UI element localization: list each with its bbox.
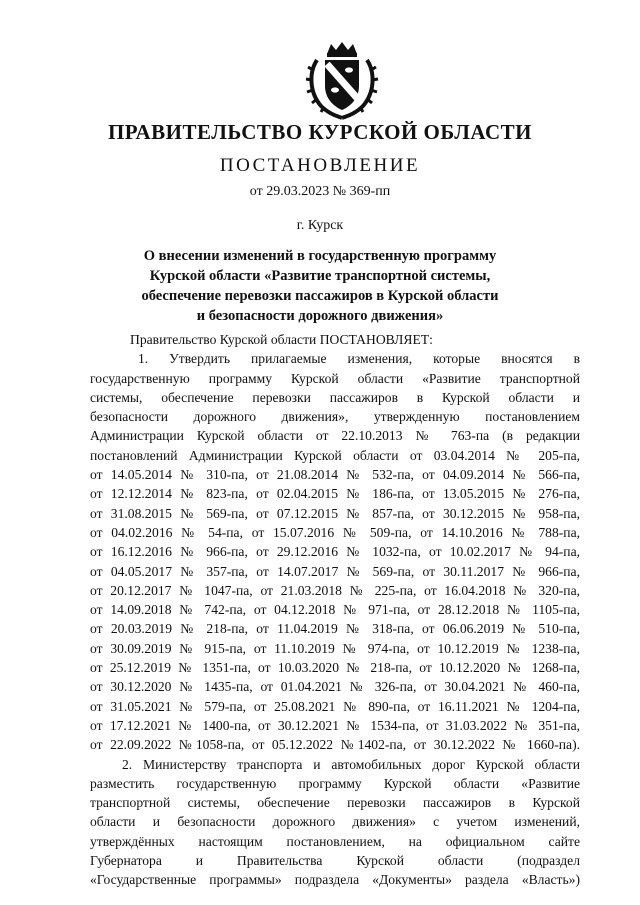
body-line: транспортной системы, обеспечение перевозки пассажиров в Курской	[90, 795, 580, 811]
body-line: системы, обеспечение перевозки пассажиров в Курской области и	[90, 389, 580, 405]
body-line: от 31.08.2015 № 569-па, от 07.12.2015 № 857-па, от 30.12.2015 № 958-па,	[90, 505, 580, 521]
body-line: Правительство Курской области ПОСТАНОВЛЯЕТ:	[130, 332, 433, 347]
document-body	[90, 330, 580, 890]
heading-line: и безопасности дорожного движения»	[196, 308, 444, 324]
body-line: от 04.05.2017 № 357-па, от 14.07.2017 № 569-па, от 30.11.2017 № 966-па,	[90, 563, 580, 579]
body-line: от 14.05.2014 № 310-па, от 21.08.2014 № 532-па, от 04.09.2014 № 566-па,	[90, 467, 580, 483]
body-line: от 04.02.2016 № 54-па, от 15.07.2016 № 509-па, от 14.10.2016 № 788-па,	[90, 524, 580, 540]
body-line: Губернатора и Правительства Курской области (подраздел	[90, 853, 580, 869]
body-line: 1. Утвердить прилагаемые изменения, которые вносятся в	[138, 351, 580, 367]
body-line: постановлений Администрации Курской области от 03.04.2014 № 205-па,	[90, 447, 580, 463]
body-line: 2. Министерству транспорта и автомобильных дорог Курской области	[122, 756, 580, 772]
body-line: области и безопасности дорожного движения» с учетом изменений,	[90, 814, 580, 830]
body-line: от 22.09.2022 №1058-па, от 05.12.2022 №1402-па, от 30.12.2022 № 1660-па).	[90, 737, 580, 753]
body-line: разместить государственную программу Курской области «Развитие	[90, 775, 580, 791]
document-type: ПОСТАНОВЛЕНИЕ	[219, 155, 421, 176]
document-date-number: от 29.03.2023 № 369-пп	[249, 184, 391, 199]
body-line: «Государственные программы» подраздела «Документы» раздела «Власть»)	[90, 872, 580, 888]
body-line: от 12.12.2014 № 823-па, от 02.04.2015 № 186-па, от 13.05.2015 № 276-па,	[90, 486, 580, 502]
body-line: от 17.12.2021 № 1400-па, от 30.12.2021 № 1534-па, от 31.03.2022 № 351-па,	[90, 717, 580, 733]
document-heading	[60, 246, 580, 326]
body-line: от 30.12.2020 № 1435-па, от 01.04.2021 № 326-па, от 30.04.2021 № 460-па,	[90, 679, 580, 695]
government-title: ПРАВИТЕЛЬСТВО КУРСКОЙ ОБЛАСТИ	[107, 120, 533, 144]
document-city: г. Курск	[296, 218, 344, 233]
heading-line: О внесении изменений в государственную программу	[143, 248, 497, 264]
body-line: от 31.05.2021 № 579-па, от 25.08.2021 № 890-па, от 16.11.2021 № 1204-па,	[90, 698, 580, 714]
body-line: от 20.03.2019 № 218-па, от 11.04.2019 № 318-па, от 06.06.2019 № 510-па,	[90, 621, 580, 637]
heading-line: обеспечение перевозки пассажиров в Курской области	[141, 288, 499, 304]
body-line: от 30.09.2019 № 915-па, от 11.10.2019 № 974-па, от 10.12.2019 № 1238-па,	[90, 640, 580, 656]
body-line: государственную программу Курской области «Развитие транспортной	[90, 370, 580, 386]
body-line: утверждённых настоящим постановлением, на официальном сайте	[90, 833, 580, 849]
body-line: от 20.12.2017 № 1047-па, от 21.03.2018 № 225-па, от 16.04.2018 № 320-па,	[90, 582, 580, 598]
heading-line: Курской области «Развитие транспортной системы,	[149, 268, 491, 284]
body-line: Администрации Курской области от 22.10.2013 № 763-па (в редакции	[90, 428, 580, 444]
body-line: безопасности дорожного движения», утвержденную постановлением	[90, 409, 580, 425]
body-line: от 16.12.2016 № 966-па, от 29.12.2016 № 1032-па, от 10.02.2017 № 94-па,	[90, 544, 580, 560]
coat-of-arms-icon	[305, 40, 379, 120]
body-line: от 14.09.2018 № 742-па, от 04.12.2018 № 971-па, от 28.12.2018 № 1105-па,	[90, 602, 580, 618]
body-line: от 25.12.2019 № 1351-па, от 10.03.2020 № 218-па, от 10.12.2020 № 1268-па,	[90, 660, 580, 676]
